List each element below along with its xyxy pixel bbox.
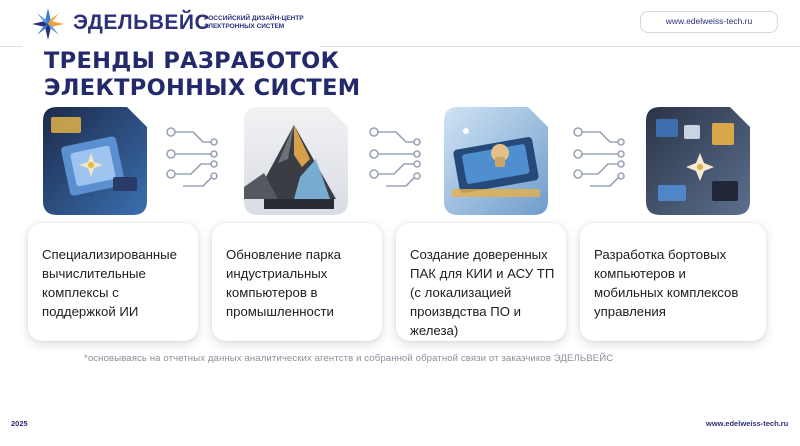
header-divider-left	[0, 46, 22, 47]
onboard-mobile-control-illustration	[646, 107, 750, 215]
slide-title	[44, 48, 360, 102]
circuit-connector-icon	[366, 124, 422, 190]
snowflake-star-logo-icon	[30, 6, 66, 42]
header-divider-right	[320, 46, 800, 47]
circuit-connector-icon	[570, 124, 626, 190]
trend-card-ai	[28, 223, 198, 341]
brand-subtitle	[204, 15, 334, 31]
slide-title-line2: ЭЛЕКТРОННЫХ СИСТЕМ	[44, 75, 361, 101]
trend-card-text: Специализированные вычислительные комплексы с поддержкой ИИ	[42, 247, 177, 319]
brand-name: ЭДЕЛЬВЕЙС	[73, 11, 211, 34]
trend-card-text: Разработка бортовых компьютеров и мобильных комплексов управления	[594, 247, 739, 319]
website-link[interactable]: www.edelweiss-tech.ru	[640, 11, 778, 33]
footer-website-link[interactable]: www.edelweiss-tech.ru	[706, 419, 789, 428]
brand-subtitle-line2: ЭЛЕКТРОННЫХ СИСТЕМ	[204, 23, 285, 30]
trend-card-industrial	[212, 223, 382, 341]
trusted-hardware-security-illustration	[444, 107, 548, 215]
circuit-connector-icon	[163, 124, 219, 190]
slide-title-line1: ТРЕНДЫ РАЗРАБОТОК	[44, 48, 340, 74]
footnote: *основываясь на отчетных данных аналитических агентств и собранной обратной связи от заказчиков ЭДЕЛЬВЕЙС	[84, 353, 614, 364]
industrial-computer-mountain-illustration	[244, 107, 348, 215]
ai-computing-chip-illustration	[43, 107, 147, 215]
brand-subtitle-line1: РОССИЙСКИЙ ДИЗАЙН-ЦЕНТР	[204, 15, 304, 22]
trend-card-onboard	[580, 223, 766, 341]
trend-card-text: Создание доверенных ПАК для КИИ и АСУ ТП (с локализацией произвдства ПО и железа)	[410, 247, 555, 338]
trend-card-text: Обновление парка индустриальных компьютеров в промышленности	[226, 247, 342, 319]
footer-year: 2025	[11, 419, 28, 428]
trend-card-trusted	[396, 223, 566, 341]
header	[0, 0, 800, 48]
